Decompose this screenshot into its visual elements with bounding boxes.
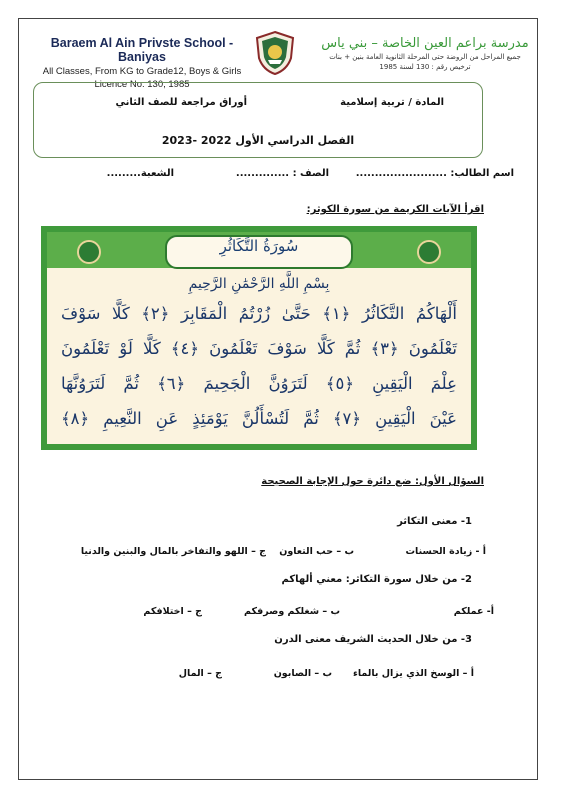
- student-grade-field[interactable]: الصف : ..............: [235, 168, 329, 179]
- verse-line: أَلْهَاكُمُ التَّكَاثُرُ ﴿١﴾ حَتَّىٰ زُرْتُمُ الْمَقَابِرَ ﴿٢﴾ كَلَّا سَوْفَ: [61, 304, 458, 323]
- verse-line: تَعْلَمُونَ ﴿٣﴾ ثُمَّ كَلَّا سَوْفَ تَعْلَمُونَ ﴿٤﴾ كَلَّا لَوْ تَعْلَمُونَ: [61, 339, 458, 358]
- verse-line: عَيْنَ الْيَقِينِ ﴿٧﴾ ثُمَّ لَتُسْأَلُنَّ يَوْمَئِذٍ عَنِ النَّعِيمِ ﴿٨﴾: [61, 409, 457, 428]
- option-3a[interactable]: أ – الوسخ الذي يزال بالماء: [353, 668, 474, 679]
- student-name-field[interactable]: اسم الطالب: ........................: [355, 168, 514, 179]
- option-2b[interactable]: ب – شغلكم وصرفكم: [244, 606, 340, 617]
- option-1c[interactable]: ج – اللهو والتفاخر بالمال والبنين والدنيا: [80, 546, 266, 557]
- school-name-arabic: [320, 36, 530, 71]
- basmala: بِسْمِ اللَّهِ الرَّحْمَٰنِ الرَّحِيمِ: [188, 276, 330, 292]
- school-crest-icon: [254, 30, 296, 76]
- option-1a[interactable]: أ - زيادة الحسنات: [405, 546, 486, 557]
- option-2c[interactable]: ج – اختلافكم: [143, 606, 202, 617]
- term-label: الفصل الدراسي الأول 2022 -2023: [161, 134, 355, 147]
- school-classes-en: All Classes, From KG to Grade12, Boys & Girls: [42, 66, 242, 77]
- school-name-en: Baraem Al Ain Privste School - Baniyas: [50, 36, 234, 64]
- question-1: 1- معنى التكاثر: [397, 516, 472, 527]
- option-3b[interactable]: ب – الصابون: [273, 668, 332, 679]
- option-2a[interactable]: أ- عملكم: [453, 606, 494, 617]
- surah-header: [47, 232, 471, 268]
- school-classes-ar: جميع المراحل من الروضة حتى المرحلة الثانوية العامة بنين + بنات: [329, 53, 521, 61]
- student-section-field[interactable]: الشعبة.........: [106, 168, 174, 179]
- reading-instruction: اقرأ الآيات الكريمة من سورة الكوثر:: [306, 204, 484, 215]
- question-2: 2- من خلال سورة التكاثر: معني ألهاكم: [281, 574, 472, 585]
- option-3c[interactable]: ج – المال: [178, 668, 222, 679]
- verse-line: عِلْمَ الْيَقِينِ ﴿٥﴾ لَتَرَوُنَّ الْجَحِيمَ ﴿٦﴾ ثُمَّ لَتَرَوُنَّهَا: [61, 374, 457, 393]
- option-1b[interactable]: ب – حب التعاون: [279, 546, 354, 557]
- quran-page: [47, 232, 471, 444]
- school-licence-ar: ترخيص رقم : 130 لسنة 1985: [379, 63, 471, 71]
- school-name-ar: مدرسة براعم العين الخاصة – بني ياس: [321, 36, 529, 51]
- school-licence-en: Licence No. 130, 1985: [94, 79, 190, 90]
- info-box: [33, 82, 483, 158]
- question-3: 3- من خلال الحديث الشريف معنى الدرن: [274, 634, 472, 645]
- surah-name: سُورَةُ التَّكَاثُرِ: [219, 237, 299, 255]
- subject-label: المادة / تربية إسلامية: [340, 97, 444, 108]
- section-title: السؤال الأول: ضع دائرة حول الإجابة الصحيحة: [261, 476, 484, 487]
- review-label: أوراق مراجعة للصف الثاني: [115, 97, 247, 108]
- quran-passage: [41, 226, 477, 450]
